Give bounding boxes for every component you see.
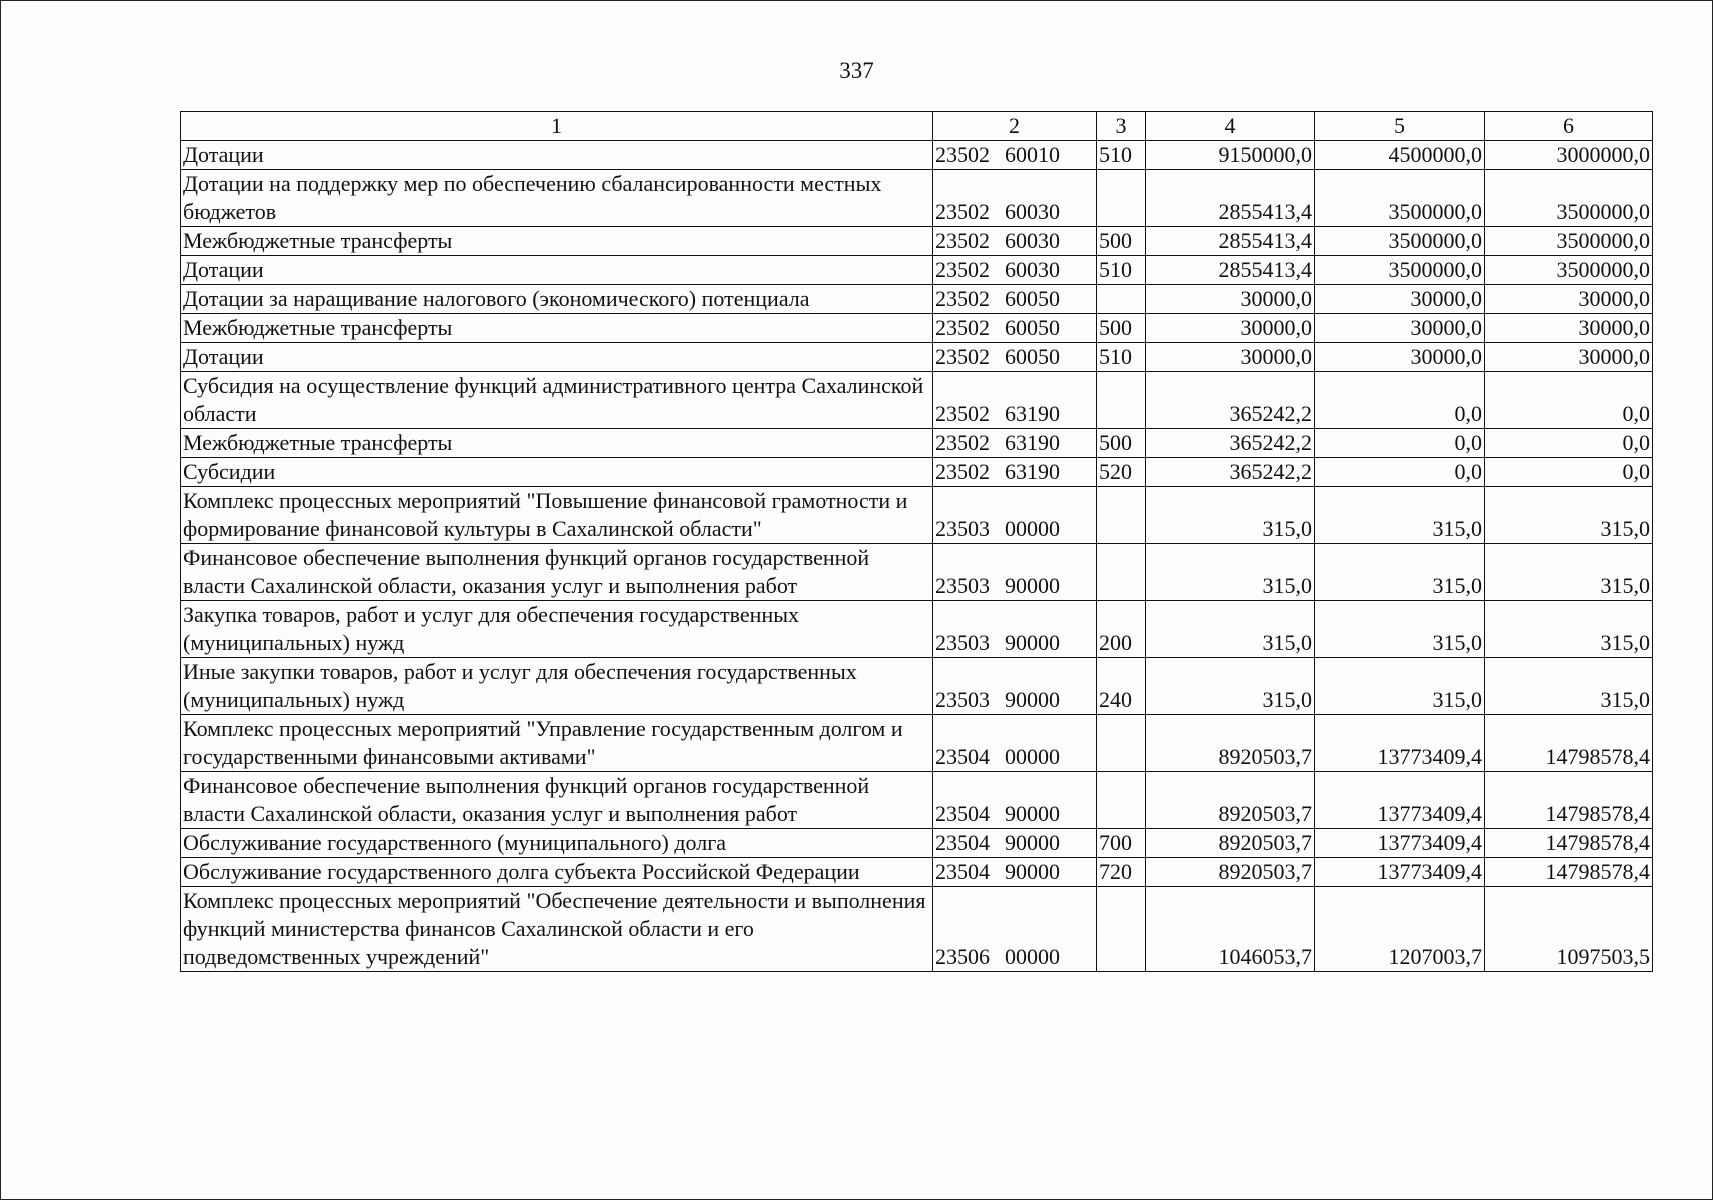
row-name: Комплекс процессных мероприятий "Повышение финансовой грамотности и формирование финансовой культуры в Сахалинской области" xyxy=(181,487,933,544)
row-code xyxy=(933,658,1097,715)
row-value-6: 315,0 xyxy=(1485,544,1653,601)
row-value-4: 315,0 xyxy=(1146,544,1315,601)
row-code-program: 23502 xyxy=(935,142,990,167)
row-value-5: 315,0 xyxy=(1315,544,1485,601)
table-row xyxy=(181,458,1653,487)
row-name: Дотации xyxy=(181,141,933,170)
row-code-direction: 60050 xyxy=(1005,286,1060,311)
row-expense-kind xyxy=(1097,544,1146,601)
row-name: Иные закупки товаров, работ и услуг для обеспечения государственных (муниципальных) нужд xyxy=(181,658,933,715)
page-number: 337 xyxy=(839,58,874,83)
row-name: Дотации за наращивание налогового (экономического) потенциала xyxy=(181,285,933,314)
row-value-5: 315,0 xyxy=(1315,658,1485,715)
row-name: Обслуживание государственного долга субъекта Российской Федерации xyxy=(181,858,933,887)
row-value-6: 14798578,4 xyxy=(1485,715,1653,772)
row-expense-kind: 500 xyxy=(1097,314,1146,343)
row-code xyxy=(933,372,1097,429)
row-code-program: 23502 xyxy=(935,401,990,426)
row-expense-kind: 240 xyxy=(1097,658,1146,715)
row-name: Субсидия на осуществление функций административного центра Сахалинской области xyxy=(181,372,933,429)
row-name: Финансовое обеспечение выполнения функций органов государственной власти Сахалинской области, оказания услуг и выполнения работ xyxy=(181,544,933,601)
table-row xyxy=(181,141,1653,170)
row-code xyxy=(933,429,1097,458)
row-value-5: 0,0 xyxy=(1315,429,1485,458)
row-name: Закупка товаров, работ и услуг для обеспечения государственных (муниципальных) нужд xyxy=(181,601,933,658)
table-row xyxy=(181,829,1653,858)
row-code-direction: 63190 xyxy=(1005,430,1060,455)
row-code-direction: 90000 xyxy=(1005,573,1060,598)
header-col-3: 3 xyxy=(1097,112,1146,141)
table-row xyxy=(181,487,1653,544)
table-row xyxy=(181,715,1653,772)
row-value-4: 365242,2 xyxy=(1146,429,1315,458)
row-name: Межбюджетные трансферты xyxy=(181,429,933,458)
row-value-5: 3500000,0 xyxy=(1315,256,1485,285)
row-value-6: 315,0 xyxy=(1485,487,1653,544)
row-code-program: 23506 xyxy=(935,944,990,969)
row-name: Дотации на поддержку мер по обеспечению сбалансированности местных бюджетов xyxy=(181,170,933,227)
table-row xyxy=(181,658,1653,715)
header-col-1: 1 xyxy=(181,112,933,141)
row-value-6: 30000,0 xyxy=(1485,314,1653,343)
row-value-4: 1046053,7 xyxy=(1146,887,1315,972)
row-code-program: 23502 xyxy=(935,257,990,282)
header-col-6: 6 xyxy=(1485,112,1653,141)
row-expense-kind xyxy=(1097,715,1146,772)
row-name: Дотации xyxy=(181,256,933,285)
row-code xyxy=(933,314,1097,343)
header-row xyxy=(181,112,1653,141)
row-code xyxy=(933,141,1097,170)
row-value-4: 8920503,7 xyxy=(1146,772,1315,829)
row-expense-kind xyxy=(1097,487,1146,544)
row-value-6: 3500000,0 xyxy=(1485,227,1653,256)
table-row xyxy=(181,887,1653,972)
row-value-5: 13773409,4 xyxy=(1315,772,1485,829)
header-col-5: 5 xyxy=(1315,112,1485,141)
row-value-6: 0,0 xyxy=(1485,429,1653,458)
row-value-4: 30000,0 xyxy=(1146,285,1315,314)
row-code-direction: 90000 xyxy=(1005,859,1060,884)
row-code xyxy=(933,772,1097,829)
row-expense-kind: 500 xyxy=(1097,227,1146,256)
row-code-direction: 60030 xyxy=(1005,199,1060,224)
row-code xyxy=(933,601,1097,658)
row-expense-kind: 510 xyxy=(1097,343,1146,372)
table-row xyxy=(181,372,1653,429)
row-value-5: 4500000,0 xyxy=(1315,141,1485,170)
row-name: Субсидии xyxy=(181,458,933,487)
table-row xyxy=(181,601,1653,658)
row-code-program: 23502 xyxy=(935,315,990,340)
table-row xyxy=(181,772,1653,829)
row-code xyxy=(933,170,1097,227)
row-value-4: 315,0 xyxy=(1146,601,1315,658)
row-expense-kind: 510 xyxy=(1097,256,1146,285)
row-value-5: 315,0 xyxy=(1315,487,1485,544)
row-value-5: 13773409,4 xyxy=(1315,858,1485,887)
row-code xyxy=(933,343,1097,372)
row-value-6: 30000,0 xyxy=(1485,343,1653,372)
row-code xyxy=(933,487,1097,544)
row-value-5: 13773409,4 xyxy=(1315,829,1485,858)
row-value-4: 8920503,7 xyxy=(1146,829,1315,858)
row-code-direction: 00000 xyxy=(1005,516,1060,541)
row-code xyxy=(933,544,1097,601)
row-name: Межбюджетные трансферты xyxy=(181,227,933,256)
row-value-6: 14798578,4 xyxy=(1485,772,1653,829)
row-name: Комплекс процессных мероприятий "Обеспечение деятельности и выполнения функций министерства финансов Сахалинской области и его подведомственных учреждений" xyxy=(181,887,933,972)
table-row xyxy=(181,858,1653,887)
row-code-direction: 00000 xyxy=(1005,744,1060,769)
table-row xyxy=(181,343,1653,372)
row-code-direction: 00000 xyxy=(1005,944,1060,969)
row-code-direction: 60030 xyxy=(1005,228,1060,253)
row-value-6: 3000000,0 xyxy=(1485,141,1653,170)
row-code-program: 23502 xyxy=(935,228,990,253)
row-code-direction: 60010 xyxy=(1005,142,1060,167)
row-value-6: 0,0 xyxy=(1485,372,1653,429)
row-name: Комплекс процессных мероприятий "Управление государственным долгом и государственными финансовыми активами" xyxy=(181,715,933,772)
row-value-6: 315,0 xyxy=(1485,658,1653,715)
row-value-6: 3500000,0 xyxy=(1485,256,1653,285)
row-value-4: 30000,0 xyxy=(1146,314,1315,343)
table-row xyxy=(181,170,1653,227)
row-value-6: 3500000,0 xyxy=(1485,170,1653,227)
row-code-program: 23502 xyxy=(935,344,990,369)
row-code xyxy=(933,285,1097,314)
header-col-2: 2 xyxy=(933,112,1097,141)
row-expense-kind xyxy=(1097,372,1146,429)
row-value-6: 14798578,4 xyxy=(1485,829,1653,858)
row-value-4: 2855413,4 xyxy=(1146,256,1315,285)
row-code-direction: 60050 xyxy=(1005,315,1060,340)
row-expense-kind: 720 xyxy=(1097,858,1146,887)
table-row xyxy=(181,285,1653,314)
row-code xyxy=(933,458,1097,487)
row-value-4: 2855413,4 xyxy=(1146,227,1315,256)
row-value-6: 1097503,5 xyxy=(1485,887,1653,972)
row-code-program: 23503 xyxy=(935,573,990,598)
row-name: Межбюджетные трансферты xyxy=(181,314,933,343)
row-code-program: 23504 xyxy=(935,859,990,884)
row-value-5: 0,0 xyxy=(1315,372,1485,429)
row-code-program: 23502 xyxy=(935,430,990,455)
row-name: Дотации xyxy=(181,343,933,372)
row-code-direction: 90000 xyxy=(1005,801,1060,826)
table-row xyxy=(181,429,1653,458)
table-row xyxy=(181,314,1653,343)
row-value-4: 2855413,4 xyxy=(1146,170,1315,227)
row-expense-kind xyxy=(1097,170,1146,227)
row-code-program: 23504 xyxy=(935,801,990,826)
row-value-4: 8920503,7 xyxy=(1146,858,1315,887)
row-code xyxy=(933,227,1097,256)
row-value-6: 0,0 xyxy=(1485,458,1653,487)
row-code xyxy=(933,829,1097,858)
row-code-direction: 63190 xyxy=(1005,401,1060,426)
row-value-6: 315,0 xyxy=(1485,601,1653,658)
table-row xyxy=(181,227,1653,256)
row-code-program: 23503 xyxy=(935,516,990,541)
row-name: Обслуживание государственного (муниципального) долга xyxy=(181,829,933,858)
row-expense-kind: 700 xyxy=(1097,829,1146,858)
row-expense-kind: 200 xyxy=(1097,601,1146,658)
row-value-4: 365242,2 xyxy=(1146,372,1315,429)
row-code-direction: 90000 xyxy=(1005,630,1060,655)
row-value-5: 0,0 xyxy=(1315,458,1485,487)
row-code-direction: 60050 xyxy=(1005,344,1060,369)
row-code xyxy=(933,715,1097,772)
row-code-direction: 60030 xyxy=(1005,257,1060,282)
budget-table xyxy=(180,111,1653,972)
row-value-5: 1207003,7 xyxy=(1315,887,1485,972)
row-code-program: 23502 xyxy=(935,459,990,484)
row-expense-kind xyxy=(1097,285,1146,314)
row-code-direction: 90000 xyxy=(1005,830,1060,855)
row-name: Финансовое обеспечение выполнения функций органов государственной власти Сахалинской области, оказания услуг и выполнения работ xyxy=(181,772,933,829)
row-code-program: 23504 xyxy=(935,830,990,855)
row-expense-kind: 520 xyxy=(1097,458,1146,487)
row-expense-kind: 510 xyxy=(1097,141,1146,170)
row-code-program: 23502 xyxy=(935,199,990,224)
row-code xyxy=(933,256,1097,285)
row-value-4: 8920503,7 xyxy=(1146,715,1315,772)
row-value-5: 30000,0 xyxy=(1315,285,1485,314)
row-value-5: 3500000,0 xyxy=(1315,170,1485,227)
row-expense-kind xyxy=(1097,887,1146,972)
row-code-program: 23503 xyxy=(935,630,990,655)
row-value-5: 3500000,0 xyxy=(1315,227,1485,256)
row-value-5: 30000,0 xyxy=(1315,343,1485,372)
row-value-6: 30000,0 xyxy=(1485,285,1653,314)
row-value-5: 315,0 xyxy=(1315,601,1485,658)
row-value-4: 315,0 xyxy=(1146,487,1315,544)
table-row xyxy=(181,256,1653,285)
row-value-6: 14798578,4 xyxy=(1485,858,1653,887)
row-value-5: 30000,0 xyxy=(1315,314,1485,343)
row-code-direction: 90000 xyxy=(1005,687,1060,712)
row-value-5: 13773409,4 xyxy=(1315,715,1485,772)
row-code-program: 23504 xyxy=(935,744,990,769)
row-expense-kind: 500 xyxy=(1097,429,1146,458)
row-code xyxy=(933,887,1097,972)
row-code-program: 23502 xyxy=(935,286,990,311)
row-value-4: 315,0 xyxy=(1146,658,1315,715)
header-col-4: 4 xyxy=(1146,112,1315,141)
row-code-program: 23503 xyxy=(935,687,990,712)
row-value-4: 365242,2 xyxy=(1146,458,1315,487)
row-expense-kind xyxy=(1097,772,1146,829)
table-row xyxy=(181,544,1653,601)
table-body xyxy=(181,141,1653,972)
row-value-4: 9150000,0 xyxy=(1146,141,1315,170)
row-value-4: 30000,0 xyxy=(1146,343,1315,372)
row-code xyxy=(933,858,1097,887)
row-code-direction: 63190 xyxy=(1005,459,1060,484)
